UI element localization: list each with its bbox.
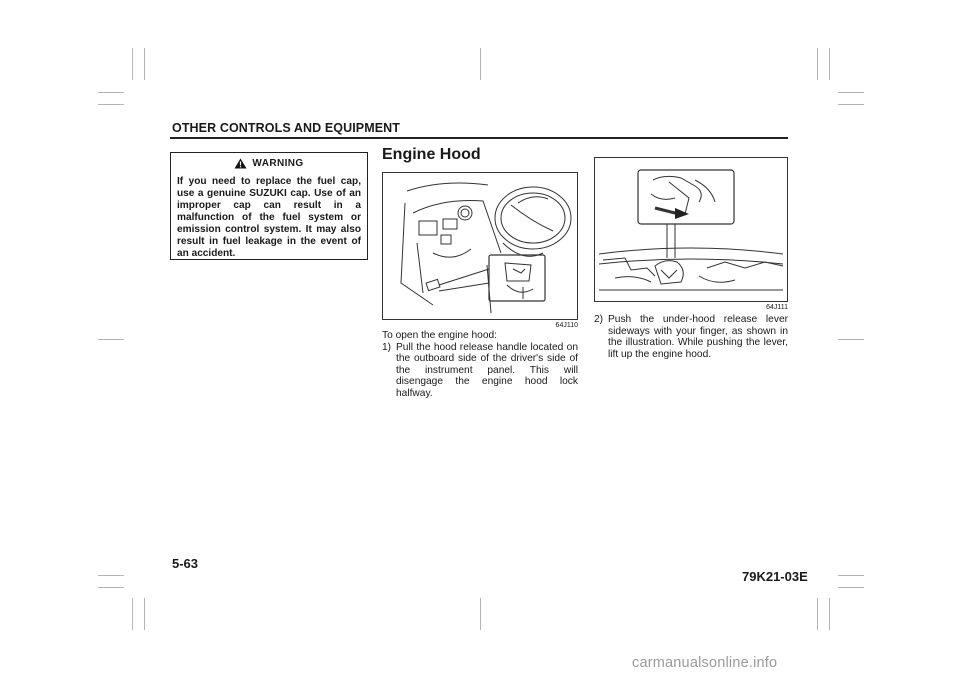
watermark: carmanualsonline.info	[632, 655, 778, 671]
figure-hood-release-handle	[382, 172, 578, 320]
instruction-column-right	[594, 314, 788, 360]
figure-code: 64J110	[555, 322, 578, 329]
instruction-column-left	[382, 330, 578, 400]
document-code: 79K21-03E	[742, 569, 808, 584]
page-number: 5-63	[172, 556, 199, 571]
step-number: 1)	[382, 341, 392, 353]
step-text: Push the under-hood release lever sideways with your finger, as shown in the illustration. While pushing the lever, lift up the engine hood.	[608, 314, 788, 360]
figure-code: 64J111	[766, 304, 788, 311]
warning-box	[170, 152, 368, 260]
step-text: Pull the hood release handle located on the outboard side of the driver's side of the instrument panel. This will disengage the engine hood lock halfway.	[396, 341, 578, 399]
running-header: OTHER CONTROLS AND EQUIPMENT	[172, 121, 401, 135]
warning-text: If you need to replace the fuel cap, use a genuine SUZUKI cap. Use of an improper cap can result in a malfunction of the fuel system or emission control system. It may also result in fuel leakage in the event of an accident.	[177, 176, 361, 259]
header-rule	[170, 137, 788, 139]
warning-header	[171, 153, 367, 173]
warning-triangle-icon	[234, 158, 247, 169]
section-title: Engine Hood	[382, 146, 481, 163]
instruction-step	[382, 342, 578, 400]
figure-under-hood-lever	[594, 157, 788, 302]
warning-label: WARNING	[252, 157, 304, 169]
instruction-step	[594, 314, 788, 360]
instruction-intro: To open the engine hood:	[382, 330, 497, 341]
step-number: 2)	[594, 314, 604, 325]
